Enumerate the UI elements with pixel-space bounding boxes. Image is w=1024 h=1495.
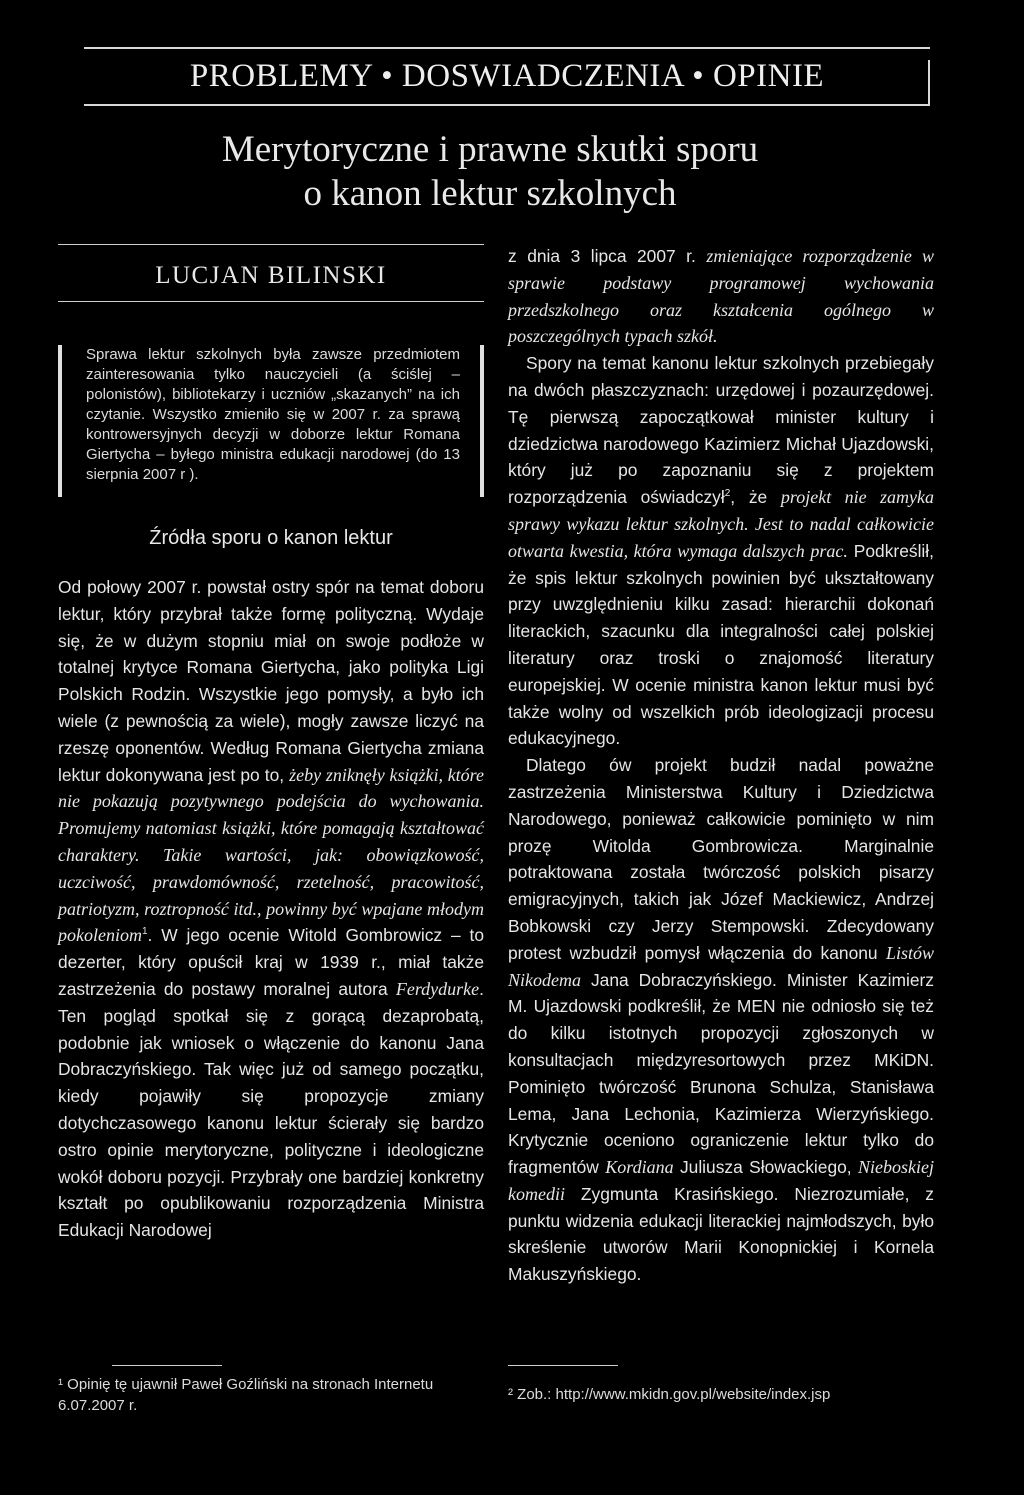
article-title — [150, 128, 830, 216]
left-paragraph-1: Od połowy 2007 r. powstał ostry spór na temat doboru lektur, który przybrał także formę polityczną. Wydaje się, że w dużym stopniu miał on swoje podłoże w totalnej krytyce Romana Giertycha, jako polityka Ligi Polskich Rodzin. Wszystkie jego pomysły, a było ich wiele (z pewnością za wiele), mogły zawsze liczyć na rzeszę oponentów. Według Romana Giertycha zmiana lektur dokonywana jest po to, żeby zniknęły książki, które nie pokazują pozytywnego podejścia do wychowania. Promujemy natomiast książki, które pomagają kształtować charaktery. Takie wartości, jak: obowiązkowość, uczciwość, prawdomówność, rzetelność, pracowitość, patriotyzm, roztropność itd., powinny być wpajane młodym pokoleniom$^1$. W jego ocenie Witold Gombrowicz – to dezerter, który opuścił kraj w 1939 r., miał także zastrzeżenia do postawy moralnej autora Ferdydurke. Ten pogląd spotkał się z gorącą dezaprobatą, podobnie jak wniosek o włączenie do kanonu Jana Dobraczyńskiego. Tak więc już od samego początku, kiedy pojawiły się propozycje zmiany dotychczasowego kanonu lektur ścierały się bardzo ostro opinie merytoryczne, polityczne i ideologiczne wokół doboru pozycji. Przybrały one bardziej konkretny kształt po opublikowaniu rozporządzenia Ministra Edukacji Narodowej — [58, 577, 485, 1241]
footnote-2: ² Zob.: http://www.mkidn.gov.pl/website/index.jsp — [508, 1386, 831, 1403]
right-paragraph-1: z dnia 3 lipca 2007 r. zmieniające rozporządzenie w sprawie podstawy programowej wychowania przedszkolnego oraz kształcenia ogólnego w poszczególnych typach szkół. — [508, 246, 934, 347]
author-rule-bottom — [58, 301, 484, 302]
title-line-1: Merytoryczne i prawne skutki sporu — [221, 129, 759, 170]
abstract-text: Sprawa lektur szkolnych była zawsze przedmiotem zainteresowania tylko nauczycieli (a ściślej – polonistów), bibliotekarzy i uczniów „skazanych” na ich czytanie. Wszystko zmieniło się w 2007 r. za sprawą kontrowersyjnych decyzji w doborze lektur Romana Giertycha – byłego ministra edukacji narodowej (do 13 sierpnia 2007 r ). — [86, 346, 460, 483]
footnote-rule-left — [112, 1365, 222, 1366]
footnote-rule-right — [508, 1365, 618, 1366]
right-paragraph-3: Dlatego ów projekt budził nadal poważne zastrzeżenia Ministerstwa Kultury i Dziedzictwa Narodowego, ponieważ całkowicie pominięto w nim prozę Witolda Gombrowicza. Marginalnie potraktowana została twórczość polskich pisarzy emigracyjnych, takich jak Józef Mackiewicz, Andrzej Bobkowski czy Jerzy Stempowski. Zdecydowany protest wzbudził pomysł włączenia do kanonu Listów Nikodema Jana Dobraczyńskiego. Minister Kazimierz M. Ujazdowski podkreślił, że MEN nie odniosło się też do kilku istotnych propozycji zgłoszonych w konsultacjach międzyresortowych przez MKiDN. Pominięto twórczość Brunona Schulza, Stanisława Lema, Jana Lechonia, Kazimierza Wierzyńskiego. Krytycznie oceniono ograniczenie lektur tylko do fragmentów Kordiana Juliusza Słowackiego, Nieboskiej komedii Zygmunta Krasińskiego. Niezrozumiałe, z punktu widzenia edukacji literackiej najmłodszych, było skreślenie utworów Marii Konopnickiej i Kornela Makuszyńskiego. — [508, 755, 934, 1285]
right-column — [508, 243, 934, 1288]
title-line-2: o kanon lektur szkolnych — [303, 173, 677, 214]
journal-header: PROBLEMY • DOSWIADCZENIA • OPINIE — [189, 58, 825, 94]
author-rule-top — [58, 244, 484, 245]
section-heading: Źródła sporu o kanon lektur — [149, 527, 393, 549]
footnote-1: ¹ Opinię tę ujawnił Paweł Goźliński na stronach Internetu 6.07.2007 r. — [58, 1376, 434, 1414]
author-name: LUCJAN BILINSKI — [155, 262, 387, 289]
top-rule — [84, 47, 930, 49]
right-paragraph-2: Spory na temat kanonu lektur szkolnych przebiegały na dwóch płaszczyznach: urzędowej i pozaurzędowej. Tę pierwszą zapoczątkował minister kultury i dziedzictwa narodowego Kazimierz Michał Ujazdowski, który już po zapoznaniu się z projektem rozporządzenia oświadczył$^2$, że projekt nie zamyka sprawy wykazu lektur szkolnych. Jest to nadal całkowicie otwarta kwestia, która wymaga dalszych prac. Podkreślił, że spis lektur szkolnych powinien być ukształtowany przy uwzględnieniu kilku zasad: hierarchii dokonań literackich, szacunku dla integralności całej polskiej literatury oraz troski o znajomość literatury europejskiej. W ocenie ministra kanon lektur musi być także wolny od wszelkich prób ideologizacji procesu edukacyjnego. — [508, 353, 934, 749]
left-column — [58, 574, 484, 1244]
abstract-box — [58, 345, 484, 497]
